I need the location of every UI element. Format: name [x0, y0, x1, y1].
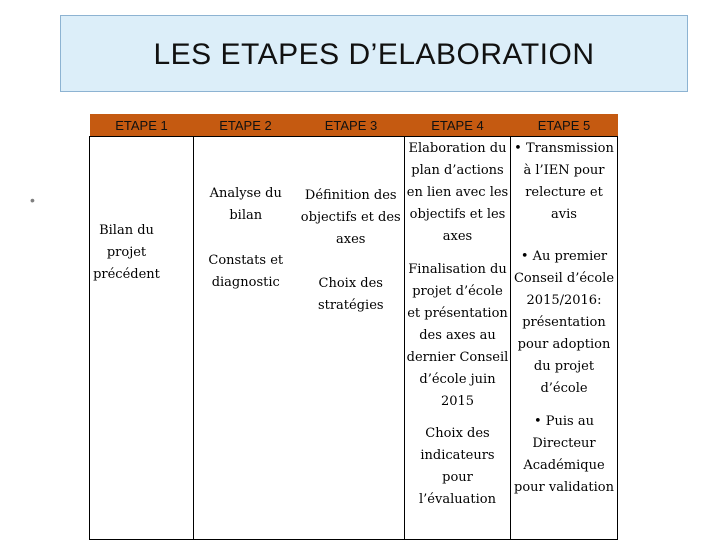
etape-3-objectives: Définition des objectifs et des axes — [300, 188, 401, 247]
etape-2-analysis: Analyse du bilan — [209, 186, 282, 223]
etape-1-text: Bilan du projet précédent — [93, 223, 160, 282]
header-etape-3: ETAPE 3 — [298, 114, 405, 137]
etape-4-action-plan: Elaboration du plan d’actions en lien avec les objectifs et les axes — [406, 141, 509, 244]
header-etape-5: ETAPE 5 — [511, 114, 618, 137]
page-title: LES ETAPES D’ELABORATION — [153, 38, 595, 71]
header-etape-2: ETAPE 2 — [194, 114, 298, 137]
cell-etape-4 — [405, 137, 511, 540]
cell-etape-3 — [298, 137, 405, 540]
etape-3-strategies: Choix des stratégies — [317, 276, 384, 313]
etape-5-council: • Au premier Conseil d’école 2015/2016: présentation pour adoption du projet d’école — [513, 249, 615, 396]
etape-4-indicators: Choix des indicateurs pour l’évaluation — [419, 426, 496, 507]
etape-2-diagnostic: Constats et diagnostic — [208, 253, 284, 290]
header-etape-1: ETAPE 1 — [90, 114, 194, 137]
steps-table — [89, 114, 618, 540]
table-body-row — [90, 137, 618, 540]
title-box — [60, 15, 688, 92]
etape-5-transmission: • Transmission à l’IEN pour relecture et avis — [514, 141, 614, 222]
header-etape-4: ETAPE 4 — [405, 114, 511, 137]
etape-4-finalisation: Finalisation du projet d’école et présentation des axes au dernier Conseil d’école juin 2015 — [406, 262, 509, 409]
cell-etape-5 — [511, 137, 618, 540]
etape-5-validation: • Puis au Directeur Académique pour validation — [514, 414, 614, 495]
table-header-row — [90, 114, 618, 137]
cell-etape-2 — [194, 137, 298, 540]
bullet-point: • — [30, 192, 35, 208]
cell-etape-1 — [90, 137, 194, 540]
